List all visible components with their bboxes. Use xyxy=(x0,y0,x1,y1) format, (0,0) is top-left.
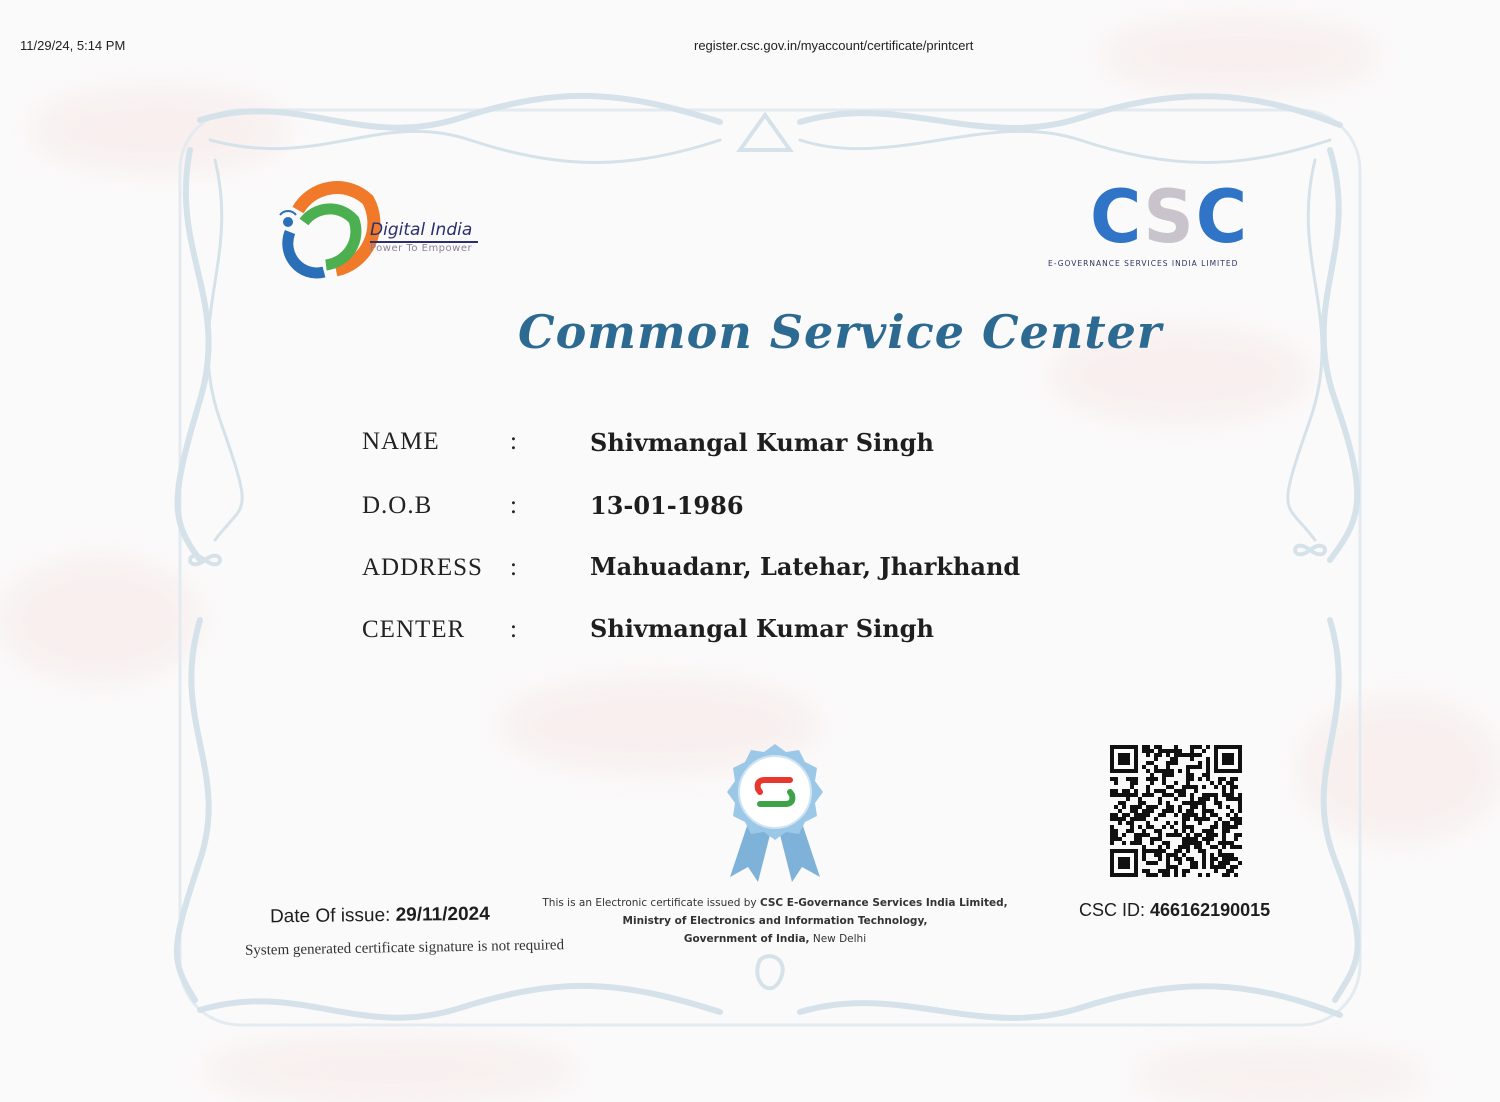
e-cert-issuer: CSC E-Governance Services India Limited, xyxy=(759,897,1008,909)
date-of-issue xyxy=(270,904,490,929)
qr-code-icon xyxy=(1110,745,1242,877)
field-value-center: Shivmangal Kumar Singh xyxy=(590,614,934,643)
e-cert-location: New Delhi xyxy=(812,933,867,945)
field-value-address: Mahuadanr, Latehar, Jharkhand xyxy=(590,552,1021,581)
field-separator: : xyxy=(510,554,517,581)
print-header-url: register.csc.gov.in/myaccount/certificate/printcert xyxy=(694,38,974,53)
csc-id xyxy=(1079,900,1270,921)
field-label-name: NAME xyxy=(362,428,440,455)
field-label-dob: D.O.B xyxy=(362,492,433,519)
digital-india-tagline: Power To Empower xyxy=(370,243,473,254)
field-separator: : xyxy=(510,616,517,643)
csc-logo-letter: C xyxy=(1195,173,1248,261)
print-header-date: 11/29/24, 5:14 PM xyxy=(20,38,126,53)
field-separator: : xyxy=(510,492,517,519)
csc-id-value: 466162190015 xyxy=(1150,900,1271,920)
field-separator: : xyxy=(510,428,517,455)
field-label-center: CENTER xyxy=(362,616,466,643)
e-cert-prefix: This is an Electronic certificate issued by xyxy=(542,897,757,909)
field-value-name: Shivmangal Kumar Singh xyxy=(590,428,934,457)
csc-logo-subtitle: E-GOVERNANCE SERVICES INDIA LIMITED xyxy=(1048,259,1239,268)
e-cert-ministry: Ministry of Electronics and Information Technology, xyxy=(622,915,928,927)
field-value-dob: 13-01-1986 xyxy=(590,491,744,520)
date-of-issue-label: Date Of issue: xyxy=(269,904,391,928)
signature-note: System generated certificate signature is not required xyxy=(244,937,565,959)
digital-india-brand: Digital India xyxy=(370,220,478,243)
csc-logo-letter: C xyxy=(1090,173,1142,261)
csc-logo-letter: S xyxy=(1143,173,1194,261)
field-label-address: ADDRESS xyxy=(362,554,483,581)
e-cert-government: Government of India, xyxy=(683,933,810,945)
csc-logo xyxy=(1090,173,1248,261)
date-of-issue-value: 29/11/2024 xyxy=(395,903,490,926)
csc-badge-seal-icon xyxy=(720,742,830,882)
electronic-certificate-note xyxy=(520,894,1030,948)
certificate-title: Common Service Center xyxy=(518,305,1163,359)
csc-id-label: CSC ID: xyxy=(1079,900,1146,920)
